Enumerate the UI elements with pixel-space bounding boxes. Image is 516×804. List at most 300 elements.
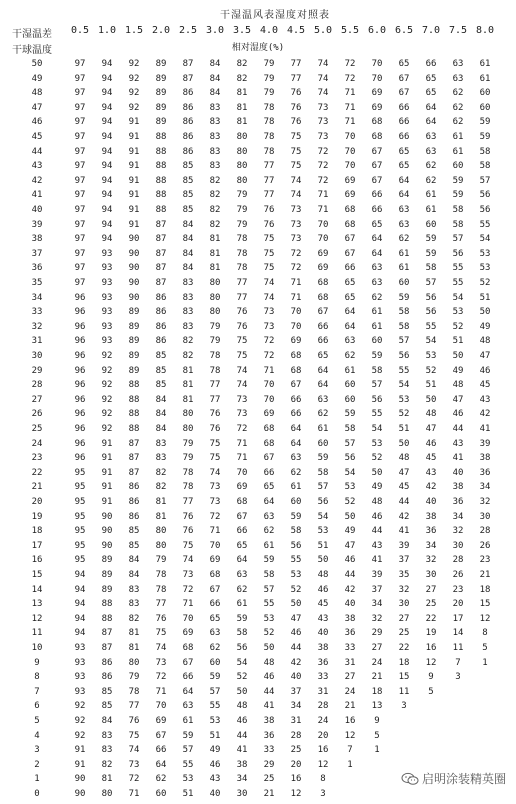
rh-cell: 89 <box>128 365 140 376</box>
rh-cell: 14 <box>452 628 464 639</box>
dry-temp-cell: 48 <box>31 88 43 99</box>
rh-cell: 82 <box>155 467 167 478</box>
rh-cell: 43 <box>452 438 464 449</box>
rh-cell: 52 <box>290 584 302 595</box>
diff-header: 4.5 <box>286 25 306 36</box>
rh-cell: 79 <box>236 190 248 201</box>
dry-temp-cell: 37 <box>31 248 43 259</box>
rh-cell: 54 <box>317 511 329 522</box>
rh-cell: 29 <box>371 628 383 639</box>
rh-cell: 96 <box>74 307 86 318</box>
rh-cell: 64 <box>290 424 302 434</box>
rh-cell: 78 <box>155 584 167 595</box>
rh-cell: 76 <box>182 526 194 537</box>
rh-cell: 68 <box>371 117 383 128</box>
rh-cell: 82 <box>236 73 248 84</box>
rh-cell: 60 <box>344 394 356 405</box>
rh-cell: 86 <box>182 102 194 113</box>
rh-cell: 60 <box>479 102 491 113</box>
dry-temp-cell: 34 <box>31 292 43 303</box>
rh-cell: 59 <box>425 248 437 259</box>
rh-cell: 87 <box>101 643 113 653</box>
rh-cell: 31 <box>317 686 329 697</box>
rh-cell: 40 <box>317 628 329 639</box>
rh-cell: 50 <box>425 394 437 405</box>
rh-cell: 80 <box>236 175 248 186</box>
rh-cell: 75 <box>182 540 194 551</box>
rh-cell: 88 <box>155 146 167 157</box>
rh-cell: 3 <box>455 672 461 683</box>
rh-cell: 89 <box>128 307 140 318</box>
rh-cell: 21 <box>344 701 356 712</box>
rh-cell: 66 <box>209 599 221 610</box>
rh-cell: 97 <box>74 190 86 201</box>
rh-cell: 7 <box>347 745 353 756</box>
rh-cell: 57 <box>452 234 464 245</box>
rh-cell: 89 <box>101 570 113 580</box>
rh-cell: 31 <box>290 716 302 726</box>
rh-cell: 30 <box>452 540 464 551</box>
table-row <box>0 145 516 159</box>
dry-temp-cell: 13 <box>31 599 43 610</box>
rh-cell: 58 <box>371 365 383 376</box>
rh-cell: 87 <box>128 453 140 464</box>
rh-cell: 57 <box>182 745 194 756</box>
rh-cell: 34 <box>452 511 464 522</box>
rh-cell: 84 <box>155 424 167 434</box>
rh-cell: 51 <box>425 380 437 391</box>
rh-cell: 54 <box>479 234 491 245</box>
rh-cell: 1 <box>347 759 353 770</box>
rh-cell: 84 <box>101 716 113 726</box>
rh-cell: 73 <box>263 307 275 318</box>
rh-cell: 65 <box>398 146 410 157</box>
rh-cell: 71 <box>344 102 356 113</box>
rh-cell: 64 <box>290 438 302 449</box>
table-row <box>0 583 516 597</box>
rh-cell: 64 <box>398 190 410 201</box>
rh-cell: 64 <box>425 102 437 113</box>
rh-cell: 68 <box>371 132 383 142</box>
table-row <box>0 451 516 465</box>
rh-cell: 59 <box>182 730 194 741</box>
rh-cell: 87 <box>155 278 167 288</box>
rh-cell: 88 <box>155 132 167 142</box>
rh-cell: 59 <box>290 511 302 522</box>
rh-cell: 83 <box>209 102 221 113</box>
rh-cell: 61 <box>479 59 491 69</box>
rh-cell: 70 <box>209 540 221 551</box>
rh-cell: 46 <box>452 409 464 420</box>
rh-cell: 43 <box>371 540 383 551</box>
rh-cell: 51 <box>479 292 491 303</box>
rh-cell: 73 <box>317 117 329 128</box>
rh-cell: 54 <box>425 336 437 347</box>
rh-cell: 16 <box>317 745 329 756</box>
rh-cell: 96 <box>74 365 86 376</box>
rh-cell: 62 <box>290 467 302 478</box>
rh-cell: 96 <box>74 424 86 434</box>
rh-cell: 68 <box>209 570 221 580</box>
table-row <box>0 232 516 246</box>
rh-cell: 77 <box>209 380 221 391</box>
rh-cell: 82 <box>209 205 221 215</box>
rh-cell: 94 <box>101 59 113 69</box>
rh-cell: 94 <box>101 132 113 142</box>
rh-cell: 81 <box>236 117 248 128</box>
rh-cell: 81 <box>236 88 248 99</box>
rh-cell: 94 <box>74 570 86 580</box>
rh-cell: 96 <box>74 292 86 303</box>
rh-cell: 69 <box>290 336 302 347</box>
rh-cell: 15 <box>398 672 410 683</box>
rh-cell: 91 <box>101 438 113 449</box>
rh-cell: 39 <box>479 438 491 449</box>
table-row <box>0 305 516 319</box>
rh-cell: 97 <box>74 73 86 84</box>
dry-temp-cell: 30 <box>31 351 43 361</box>
rh-cell: 52 <box>371 453 383 464</box>
rh-cell: 84 <box>128 555 140 566</box>
rh-cell: 78 <box>236 234 248 245</box>
rh-cell: 81 <box>182 394 194 405</box>
rh-cell: 76 <box>209 409 221 420</box>
rh-cell: 84 <box>182 263 194 274</box>
rh-cell: 78 <box>263 102 275 113</box>
rh-cell: 21 <box>371 672 383 683</box>
rh-cell: 83 <box>182 307 194 318</box>
rh-cell: 93 <box>101 321 113 332</box>
rh-cell: 62 <box>452 88 464 99</box>
rh-cell: 97 <box>74 248 86 259</box>
rh-cell: 59 <box>398 292 410 303</box>
rh-cell: 86 <box>182 88 194 99</box>
rh-cell: 80 <box>182 424 194 434</box>
rh-cell: 80 <box>236 132 248 142</box>
rh-cell: 88 <box>101 613 113 624</box>
dry-temp-cell: 2 <box>34 759 40 770</box>
rh-cell: 7 <box>455 657 461 668</box>
rh-cell: 66 <box>398 132 410 142</box>
rh-cell: 94 <box>101 234 113 245</box>
rh-cell: 81 <box>209 248 221 259</box>
table-row <box>0 437 516 451</box>
rh-cell: 95 <box>74 511 86 522</box>
rh-cell: 42 <box>479 409 491 420</box>
rh-cell: 55 <box>452 278 464 288</box>
rh-cell: 34 <box>290 701 302 712</box>
rh-cell: 87 <box>155 263 167 274</box>
rh-cell: 83 <box>128 599 140 610</box>
table-row <box>0 320 516 334</box>
rh-cell: 80 <box>182 409 194 420</box>
rh-cell: 90 <box>128 234 140 245</box>
rh-cell: 91 <box>128 219 140 230</box>
rh-cell: 56 <box>398 351 410 361</box>
rh-cell: 44 <box>290 643 302 653</box>
rh-cell: 65 <box>317 351 329 361</box>
dry-temp-cell: 9 <box>34 657 40 668</box>
rh-cell: 76 <box>182 511 194 522</box>
rh-cell: 67 <box>182 657 194 668</box>
rh-cell: 70 <box>155 701 167 712</box>
rh-cell: 87 <box>101 628 113 639</box>
rh-cell: 25 <box>290 745 302 756</box>
rh-cell: 86 <box>155 307 167 318</box>
dry-temp-cell: 8 <box>34 672 40 683</box>
rh-cell: 67 <box>371 161 383 172</box>
rh-cell: 36 <box>317 657 329 668</box>
rh-cell: 85 <box>155 365 167 376</box>
rh-cell: 83 <box>155 438 167 449</box>
rh-cell: 75 <box>263 234 275 245</box>
rh-cell: 74 <box>236 365 248 376</box>
rh-cell: 66 <box>425 59 437 69</box>
rh-cell: 63 <box>236 570 248 580</box>
rh-cell: 89 <box>101 555 113 566</box>
rh-cell: 90 <box>128 263 140 274</box>
rh-cell: 72 <box>236 424 248 434</box>
rh-cell: 72 <box>317 146 329 157</box>
rh-cell: 78 <box>236 263 248 274</box>
rh-cell: 63 <box>371 278 383 288</box>
table-row <box>0 115 516 129</box>
rh-cell: 78 <box>128 686 140 697</box>
rh-cell: 55 <box>209 701 221 712</box>
rh-cell: 64 <box>236 555 248 566</box>
rh-cell: 70 <box>182 613 194 624</box>
rh-cell: 73 <box>290 219 302 230</box>
rh-cell: 76 <box>263 205 275 215</box>
rh-cell: 79 <box>236 219 248 230</box>
rh-cell: 51 <box>452 336 464 347</box>
rh-cell: 50 <box>263 643 275 653</box>
rh-cell: 40 <box>425 497 437 507</box>
rh-cell: 56 <box>236 643 248 653</box>
rh-cell: 57 <box>263 584 275 595</box>
rh-cell: 46 <box>263 672 275 683</box>
table-row <box>0 787 516 801</box>
rh-cell: 71 <box>344 117 356 128</box>
table-row <box>0 247 516 261</box>
dry-temp-cell: 7 <box>34 686 40 697</box>
dry-temp-cell: 39 <box>31 219 43 230</box>
rh-cell: 82 <box>209 219 221 230</box>
rh-cell: 44 <box>398 497 410 507</box>
rh-cell: 71 <box>236 453 248 464</box>
dry-temp-cell: 23 <box>31 453 43 464</box>
dry-temp-cell: 24 <box>31 438 43 449</box>
rh-cell: 79 <box>236 205 248 215</box>
table-row <box>0 510 516 524</box>
table-row <box>0 86 516 100</box>
rh-cell: 82 <box>182 336 194 347</box>
rh-cell: 61 <box>371 321 383 332</box>
rh-cell: 67 <box>317 307 329 318</box>
rh-cell: 42 <box>425 482 437 493</box>
rh-cell: 58 <box>398 321 410 332</box>
rh-cell: 62 <box>263 526 275 537</box>
rh-cell: 92 <box>128 73 140 84</box>
rh-cell: 74 <box>209 467 221 478</box>
rh-cell: 97 <box>74 132 86 142</box>
rh-cell: 85 <box>182 161 194 172</box>
rh-cell: 69 <box>317 263 329 274</box>
rh-cell: 93 <box>74 686 86 697</box>
rh-cell: 68 <box>236 497 248 507</box>
rh-cell: 46 <box>209 759 221 770</box>
rh-cell: 66 <box>398 102 410 113</box>
rh-cell: 31 <box>344 657 356 668</box>
rh-cell: 55 <box>425 321 437 332</box>
rh-cell: 8 <box>320 774 326 785</box>
table-row <box>0 130 516 144</box>
table-row <box>0 729 516 743</box>
rh-cell: 74 <box>317 59 329 69</box>
rh-cell: 66 <box>344 263 356 274</box>
rh-cell: 88 <box>155 161 167 172</box>
rh-cell: 77 <box>155 599 167 610</box>
rh-cell: 94 <box>101 205 113 215</box>
rh-cell: 74 <box>317 73 329 84</box>
rh-cell: 79 <box>128 672 140 683</box>
table-row <box>0 495 516 509</box>
diff-label: 干湿温差 <box>12 29 52 40</box>
table-row <box>0 626 516 640</box>
rh-cell: 92 <box>101 424 113 434</box>
rh-cell: 63 <box>425 132 437 142</box>
rh-cell: 92 <box>74 701 86 712</box>
rh-cell: 48 <box>398 453 410 464</box>
rh-cell: 81 <box>209 234 221 245</box>
table-row <box>0 612 516 626</box>
rh-cell: 61 <box>344 365 356 376</box>
rh-cell: 54 <box>398 380 410 391</box>
rh-cell: 96 <box>74 409 86 420</box>
rh-cell: 24 <box>317 716 329 726</box>
rh-cell: 93 <box>101 248 113 259</box>
rh-cell: 73 <box>317 132 329 142</box>
rh-cell: 70 <box>344 161 356 172</box>
dry-temp-cell: 33 <box>31 307 43 318</box>
rh-cell: 74 <box>128 745 140 756</box>
rh-cell: 78 <box>263 146 275 157</box>
rh-cell: 56 <box>290 540 302 551</box>
rh-cell: 86 <box>128 511 140 522</box>
rh-cell: 78 <box>263 117 275 128</box>
rh-cell: 32 <box>452 526 464 537</box>
rh-cell: 54 <box>236 657 248 668</box>
rh-cell: 24 <box>344 686 356 697</box>
diff-header: 7.0 <box>421 25 441 36</box>
rh-cell: 21 <box>479 570 491 580</box>
rh-cell: 69 <box>371 88 383 99</box>
dry-temp-cell: 43 <box>31 161 43 172</box>
rh-cell: 26 <box>452 570 464 580</box>
rh-cell: 96 <box>74 438 86 449</box>
rh-cell: 55 <box>398 365 410 376</box>
rh-cell: 38 <box>479 453 491 464</box>
rh-cell: 71 <box>290 292 302 303</box>
rh-cell: 44 <box>263 686 275 697</box>
rh-cell: 95 <box>74 540 86 551</box>
diff-header: 8.0 <box>475 25 495 36</box>
rh-cell: 62 <box>155 774 167 785</box>
rh-cell: 82 <box>128 613 140 624</box>
rh-cell: 66 <box>398 117 410 128</box>
table-row <box>0 57 516 71</box>
rh-cell: 61 <box>263 540 275 551</box>
rh-cell: 19 <box>425 628 437 639</box>
rh-cell: 48 <box>452 380 464 391</box>
rh-cell: 94 <box>101 190 113 201</box>
rh-cell: 86 <box>182 132 194 142</box>
rh-cell: 60 <box>155 789 167 799</box>
rh-cell: 92 <box>101 409 113 420</box>
rh-cell: 30 <box>398 599 410 610</box>
rh-cell: 12 <box>425 657 437 668</box>
rh-cell: 79 <box>209 321 221 332</box>
rh-cell: 87 <box>155 219 167 230</box>
rh-cell: 89 <box>128 336 140 347</box>
rh-cell: 52 <box>479 278 491 288</box>
rh-cell: 29 <box>263 759 275 770</box>
rh-cell: 25 <box>425 599 437 610</box>
diff-header-row <box>0 25 516 39</box>
dry-temp-cell: 50 <box>31 59 43 69</box>
rh-cell: 86 <box>128 482 140 493</box>
dry-temp-cell: 21 <box>31 482 43 493</box>
table-row <box>0 378 516 392</box>
rh-cell: 97 <box>74 234 86 245</box>
rh-cell: 56 <box>479 205 491 215</box>
rh-cell: 61 <box>398 248 410 259</box>
rh-cell: 92 <box>101 365 113 376</box>
rh-cell: 94 <box>101 88 113 99</box>
rh-cell: 65 <box>344 278 356 288</box>
rh-cell: 56 <box>317 497 329 507</box>
rh-cell: 38 <box>344 613 356 624</box>
rh-cell: 40 <box>290 672 302 683</box>
rh-cell: 52 <box>425 365 437 376</box>
rh-cell: 8 <box>482 628 488 639</box>
rh-cell: 63 <box>317 394 329 405</box>
rh-cell: 48 <box>263 657 275 668</box>
rh-cell: 59 <box>209 672 221 683</box>
rh-cell: 55 <box>182 759 194 770</box>
rh-cell: 97 <box>74 161 86 172</box>
rh-cell: 63 <box>263 511 275 522</box>
rh-cell: 73 <box>128 759 140 770</box>
rh-cell: 84 <box>155 394 167 405</box>
rh-cell: 41 <box>236 745 248 756</box>
rh-cell: 5 <box>482 643 488 653</box>
rh-cell: 84 <box>182 248 194 259</box>
rh-cell: 49 <box>209 745 221 756</box>
rh-cell: 43 <box>209 774 221 785</box>
rh-cell: 49 <box>371 482 383 493</box>
rh-cell: 78 <box>182 482 194 493</box>
rh-cell: 33 <box>317 672 329 683</box>
rh-cell: 55 <box>479 219 491 230</box>
rh-cell: 5 <box>428 686 434 697</box>
rh-cell: 47 <box>290 613 302 624</box>
rh-cell: 74 <box>317 88 329 99</box>
rh-cell: 56 <box>344 453 356 464</box>
rh-cell: 84 <box>182 234 194 245</box>
rh-cell: 83 <box>209 132 221 142</box>
dry-temp-cell: 3 <box>34 745 40 756</box>
